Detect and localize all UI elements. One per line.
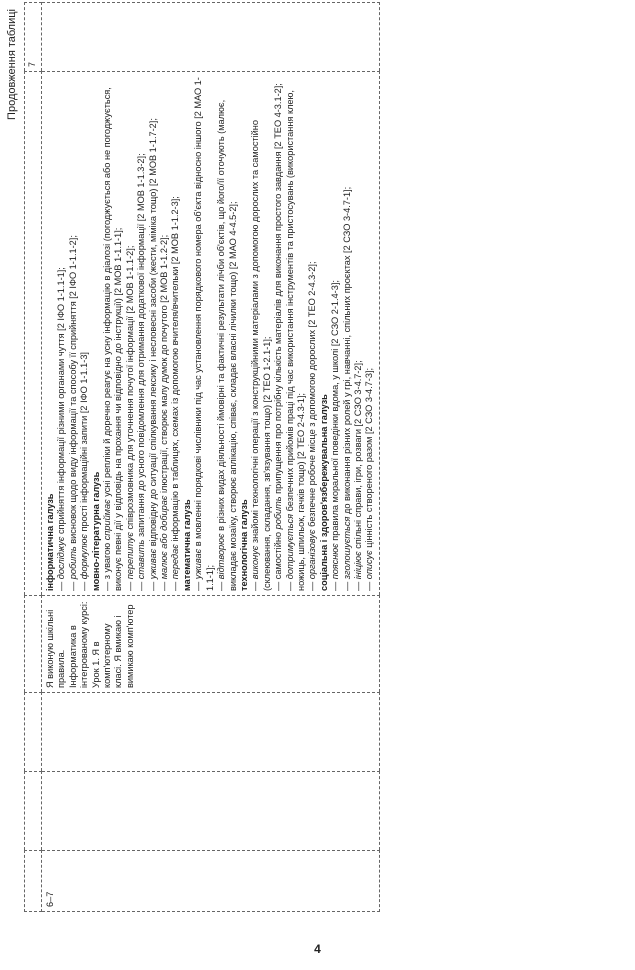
outcome-text: припущення про потрібну кількість матеріалів для виконання простого завдання [2 ТЕО 4-3.1-2];	[273, 83, 284, 497]
cell	[25, 72, 42, 596]
outcome-item	[56, 76, 67, 591]
outcome-text: усні репліки й доречно реагує на усну інформацію в діалозі (погоджується або не погоджується, виконує певні дії у відповідь на прохання чи відповідно до інструкції) [2 МОВ 1-1.1-1];	[102, 87, 124, 591]
outcome-text: сприйняття інформації різними органами чуття [2 ІФО 1-1.1-1];	[56, 267, 67, 537]
table-row	[42, 3, 380, 912]
outcome-prefix: —	[159, 579, 170, 591]
outcome-item	[273, 76, 284, 591]
outcome-item	[159, 76, 170, 591]
rotated-page-content	[6, 7, 626, 912]
outcome-item	[68, 76, 79, 591]
outcome-verb: передає	[170, 544, 181, 580]
outcome-prefix: —	[79, 579, 90, 591]
outcome-verb: перепитує	[124, 532, 135, 580]
outcome-verb: ставить	[136, 539, 147, 580]
outcome-prefix: — самостійно	[273, 529, 284, 591]
outcome-verb: дотримується	[284, 513, 295, 580]
outcome-text: цінність створеного разом [2 СЗО 3-4.7-3];	[364, 367, 375, 551]
outcome-item	[125, 76, 136, 591]
outcome-text: прості інформаційні запити [2 ІФО 1-1.1-3]	[79, 352, 90, 535]
outcome-text: безпечних прийомів праці під час використання інструментів та пристосувань (використання клею, ножиць, шпильок, гачків тощо) [2 ТЕО 2-4.3-1];	[284, 90, 306, 591]
outcome-verb: досліджує	[56, 536, 67, 580]
hours-cell: 6–7	[42, 851, 380, 912]
outcome-text: співрозмовника для уточнення почутої інформації [2 МОВ 1-1.1-2];	[124, 245, 135, 533]
outcome-text: правила моральної поведінки вдома, у школі [2 СЗО 2-1.4-3];	[330, 280, 341, 544]
outcome-text: відповідну до ситуації спілкування лексику і несловесні засоби (жести, міміка тощо) [2 МОВ 1-1.7-2];	[147, 118, 158, 549]
outcome-prefix: —	[170, 579, 181, 591]
cell	[25, 596, 42, 693]
outcome-item	[364, 76, 375, 591]
topic-cell: Я виконую шкільні правила. Інформатика в інтегрованому курсі: Урок 1. Я в комп'ютерному класі. Я вмикаю і вимикаю комп'ютер	[42, 596, 380, 693]
cell	[42, 3, 380, 72]
outcome-text: інформацію в таблицях, схемах із допомогою вчителя/вчительки [2 МОВ 1-1.2-3];	[170, 196, 181, 545]
table-number-row	[25, 3, 42, 912]
outcome-prefix: —	[216, 579, 227, 591]
outcome-verb: робить	[273, 496, 284, 530]
section-title: соціальна і здоров'язбережувальна галузь	[318, 394, 329, 591]
outcome-prefix: —	[341, 579, 352, 591]
outcome-verb: сприймає	[102, 499, 113, 541]
outcome-item	[170, 76, 181, 591]
outcome-text: запитання до усного повідомлення для отримання додаткової інформації [2 МОВ 1-1.3-2];	[136, 153, 147, 540]
curriculum-table	[24, 2, 380, 912]
outcome-prefix: —	[284, 579, 295, 591]
outcome-text: в мовленні порядкові числівники під час установлення порядкового номера об'єкта відносно іншого [2 МАО 1-1.1-1];	[193, 77, 215, 591]
outcome-prefix: —	[352, 579, 363, 591]
section-title: технологічна галузь	[238, 499, 249, 591]
outcome-verb: ініціює	[352, 551, 363, 580]
outcome-prefix: —	[307, 579, 318, 591]
outcome-verb: пояснює	[330, 543, 341, 580]
outcome-text: спільні справи, ігри, розваги [2 СЗО 3-4.7-2];	[352, 360, 363, 552]
outcome-verb: описує	[364, 550, 375, 580]
outcome-prefix: —	[330, 579, 341, 591]
outcome-item	[136, 76, 147, 591]
outcome-item	[285, 76, 308, 591]
continued-label: Продовження таблиці	[6, 9, 18, 120]
outcome-prefix: —	[193, 579, 204, 591]
section-title: математична галузь	[181, 499, 192, 591]
outcome-text: в різних видах діяльності ймовірні та фактичні результати лічби об'єктів, що його/її оточують (малює, викладає мозаїку, створює аплікацію, співає, складає власні лічилки тощо) [2 МАО 4-4.5-2];	[216, 99, 238, 591]
outcome-prefix: —	[124, 579, 135, 591]
cell	[25, 851, 42, 912]
outcome-item	[307, 76, 318, 591]
outcome-verb: малює або добирає	[159, 495, 170, 580]
outcome-verb: зголошується	[341, 516, 352, 580]
outcome-item	[250, 76, 273, 591]
outcome-text: ілюстрації, створює малу думок до почутого [2 МОВ 1-1.2-2];	[159, 234, 170, 496]
section-title: мовно-літературна галузь	[90, 471, 101, 591]
outcome-item	[79, 76, 90, 591]
outcome-verb: уживає	[193, 548, 204, 580]
outcome-text: безпечне робоче місце з допомогою дорослих [2 ТЕО 2-4.3-2];	[307, 261, 318, 530]
outcome-text: до виконання різних ролей у грі, навчанні, спільних проєктах [2 СЗО 3-4.7-1];	[341, 186, 352, 517]
outcome-text: висновок щодо виду інформації та способу її сприйняття [2 ІФО 1-1.1-2];	[67, 235, 78, 547]
outcome-text: знайомі технологічні операції з конструкційними матеріалами з допомогою дорослих та самостійно (склеювання, складання, зв'язування тощо) [2 ТЕО 1-2.1-1];	[250, 120, 272, 591]
page-number: 4	[314, 942, 321, 956]
column-number-7: 7	[25, 3, 42, 72]
outcome-prefix: —	[67, 579, 78, 591]
cell	[25, 772, 42, 851]
outcome-item	[342, 76, 353, 591]
outcome-prefix: —	[136, 579, 147, 591]
outcome-verb: організовує	[307, 529, 318, 580]
outcome-item	[148, 76, 159, 591]
outcomes-cell	[42, 72, 380, 596]
outcome-verb: уживає	[147, 548, 158, 580]
outcome-verb: формулює	[79, 534, 90, 580]
outcome-item	[193, 76, 216, 591]
outcome-item	[216, 76, 239, 591]
outcome-item	[330, 76, 341, 591]
outcome-prefix: —	[147, 579, 158, 591]
outcome-prefix: —	[250, 579, 261, 591]
outcome-verb: виконує	[250, 545, 261, 580]
outcome-item	[353, 76, 364, 591]
section-title: інформатична галузь	[45, 493, 55, 591]
outcome-prefix: —	[364, 579, 375, 591]
cell	[42, 772, 380, 851]
cell	[25, 693, 42, 772]
outcome-verb: відтворює	[216, 533, 227, 580]
outcome-prefix: — з увагою	[102, 540, 113, 591]
outcome-verb: робить	[67, 546, 78, 580]
outcome-item	[102, 76, 125, 591]
cell	[42, 693, 380, 772]
outcome-prefix: —	[56, 579, 67, 591]
